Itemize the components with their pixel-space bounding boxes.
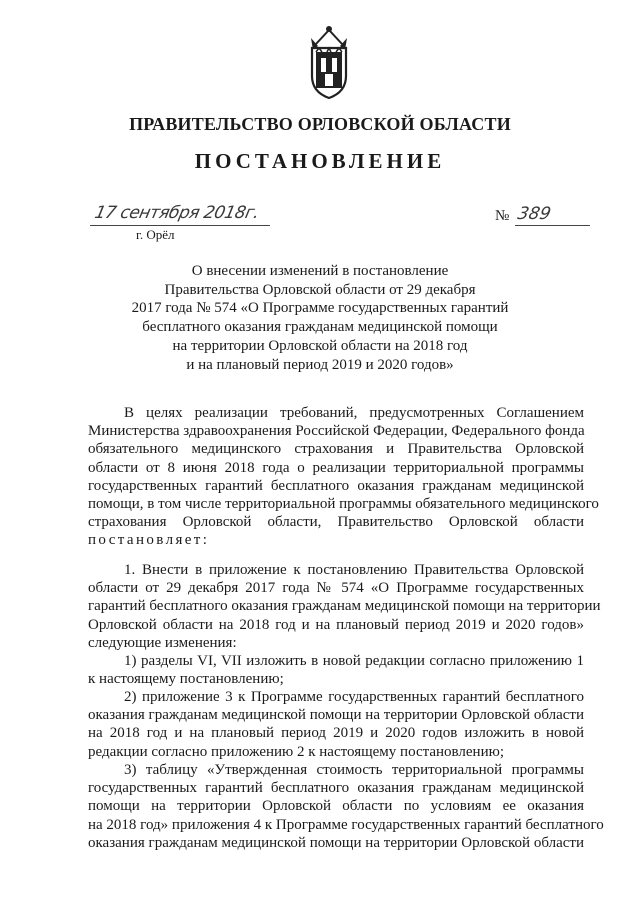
text-line: 2) приложение 3 к Программе государственных гарантий бесплатного [124, 689, 584, 705]
document-type-heading: ПОСТАНОВЛЕНИЕ [194, 149, 446, 173]
text-line: постановляет: [88, 532, 210, 549]
subject-line: Правительства Орловской области от 29 декабря [164, 281, 476, 298]
text-line: В целях реализации требований, предусмотренных Соглашением [124, 405, 584, 421]
city-label: г. Орёл [136, 227, 175, 242]
subject-line: и на плановый период 2019 и 2020 годов» [186, 356, 454, 373]
document-subject [0, 262, 640, 374]
text-line: 1. Внести в приложение к постановлению Правительства Орловской [124, 562, 584, 578]
text-line: обязательного медицинского страхования и Правительства Орловской [88, 441, 584, 458]
text-line: на 2018 год» приложения 4 к Программе государственных гарантий бесплатного [88, 816, 604, 833]
text-line: государственных гарантий бесплатного оказания гражданам медицинской [88, 780, 584, 797]
item-1-paragraph [88, 561, 601, 652]
government-title: ПРАВИТЕЛЬСТВО ОРЛОВСКОЙ ОБЛАСТИ [129, 114, 511, 134]
subject-line: бесплатного оказания гражданам медицинской помощи [142, 319, 498, 336]
text-line: 1) разделы VI, VII изложить в новой редакции согласно приложению 1 [124, 653, 584, 669]
text-line: на 2018 год и на плановый период 2019 и 2020 годов изложить в новой [88, 725, 584, 742]
handwritten-date: 17 сентября 2018г. [92, 203, 261, 223]
text-line: редакции согласно приложению 2 к настоящему постановлению; [88, 743, 504, 760]
text-line: государственных гарантий бесплатного оказания гражданам медицинской [88, 477, 584, 494]
handwritten-number: 389 [515, 204, 553, 224]
text-line: к настоящему постановлению; [88, 671, 284, 688]
text-line: страхования Орловской области, Правительство Орловской области [88, 514, 584, 531]
text-line: оказания гражданам медицинской помощи на территории Орловской области [88, 834, 584, 851]
text-line: гарантий бесплатного оказания гражданам медицинской помощи на территории [88, 598, 601, 615]
oryol-coat-of-arms-emblem [308, 24, 350, 100]
text-line: помощи, в том числе территориальной программы обязательного медицинского [88, 495, 599, 512]
number-label: № [495, 208, 510, 224]
subject-line: О внесении изменений в постановление [191, 263, 449, 279]
subitem-3-paragraph [88, 761, 604, 852]
text-line: области от 29 декабря 2017 года № 574 «О Программе государственных [88, 580, 584, 597]
subitem-2-paragraph [88, 688, 584, 761]
text-line: следующие изменения: [88, 634, 237, 651]
subitem-1-paragraph [88, 652, 584, 688]
date-underline [90, 225, 270, 226]
text-line: области от 8 июня 2018 года о реализации территориальной программы [88, 459, 584, 476]
text-line: 3) таблицу «Утвержденная стоимость территориальной программы [124, 762, 584, 778]
number-underline [515, 225, 590, 226]
text-line: Орловской области на 2018 год и на плановый период 2019 и 2020 годов» [88, 616, 584, 633]
text-line: помощи на территории Орловской области по условиям ее оказания [88, 798, 584, 815]
preamble-paragraph [88, 404, 599, 550]
subject-line: на территории Орловской области на 2018 год [172, 337, 468, 354]
text-line: Министерства здравоохранения Российской Федерации, Федерального фонда [88, 423, 585, 440]
subject-line: 2017 года № 574 «О Программе государственных гарантий [131, 300, 509, 317]
text-line: оказания гражданам медицинской помощи на территории Орловской области [88, 707, 584, 724]
